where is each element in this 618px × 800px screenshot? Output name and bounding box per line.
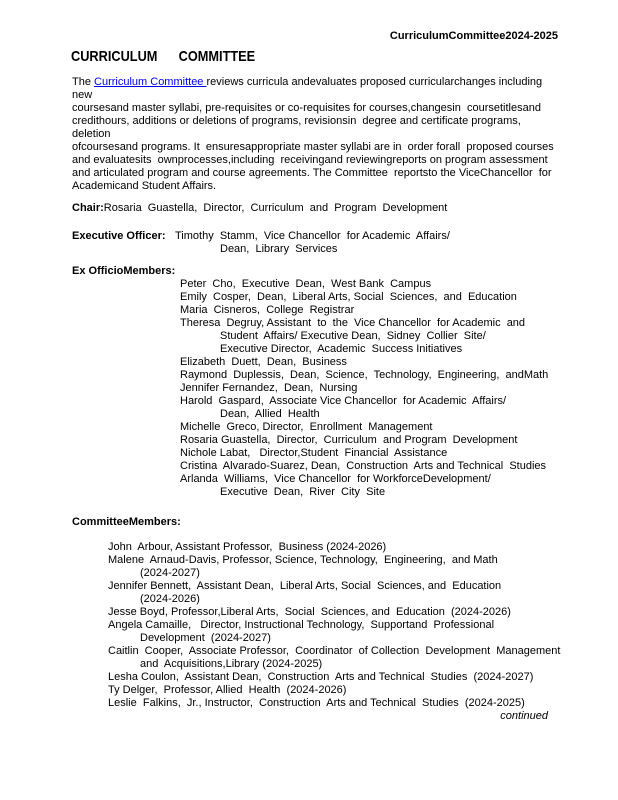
ex-officio-member-line: Emily Cosper, Dean, Liberal Arts, Social Sciences, and Education bbox=[180, 291, 517, 303]
committee-member-line: (2024-2027) bbox=[140, 567, 200, 579]
continued-note: continued bbox=[500, 710, 548, 722]
committee-member-line: Lesha Coulon, Assistant Dean, Construction Arts and Technical Studies (2024-2027) bbox=[108, 671, 534, 683]
committee-member-line: (2024-2026) bbox=[140, 593, 200, 605]
intro-line: and articulated program and course agreements. The Committee reportsto the ViceChancellor for bbox=[72, 167, 552, 179]
committee-member-line: Development (2024-2027) bbox=[140, 632, 271, 644]
committee-member-line: Ty Delger, Professor, Allied Health (2024-2026) bbox=[108, 684, 347, 696]
committee-member-line: Caitlin Cooper, Associate Professor, Coordinator of Collection Development Management bbox=[108, 645, 561, 657]
committee-member-line: John Arbour, Assistant Professor, Business (2024-2026) bbox=[108, 541, 387, 553]
ex-officio-member-line: Executive Director, Academic Success Initiatives bbox=[220, 343, 463, 355]
executive-officer-line2: Dean, Library Services bbox=[220, 243, 338, 255]
executive-officer-label: Executive Officer: bbox=[72, 230, 166, 242]
ex-officio-member-line: Student Affairs/ Executive Dean, Sidney Collier Site/ bbox=[220, 330, 486, 342]
ex-officio-member-line: Michelle Greco, Director, Enrollment Management bbox=[180, 421, 433, 433]
intro-line: coursesand master syllabi, pre-requisites or co-requisites for courses,changesin coursetitlesand bbox=[72, 102, 541, 114]
ex-officio-member-line: Arlanda Williams, Vice Chancellor for WorkforceDevelopment/ bbox=[180, 473, 491, 485]
ex-officio-member-line: Theresa Degruy, Assistant to the Vice Chancellor for Academic and bbox=[180, 317, 526, 329]
executive-officer-value bbox=[175, 230, 450, 256]
ex-officio-member-line: Maria Cisneros, College Registrar bbox=[180, 304, 355, 316]
ex-officio-member-line: Cristina Alvarado-Suarez, Dean, Construction Arts and Technical Studies bbox=[180, 460, 547, 472]
ex-officio-member-line: Elizabeth Duett, Dean, Business bbox=[180, 356, 347, 368]
intro-line: credithours, additions or deletions of programs, revisionsin degree and certificate programs, deletion bbox=[72, 115, 524, 140]
committee-member-line: Leslie Falkins, Jr., Instructor, Construction Arts and Technical Studies (2024-2025) bbox=[108, 697, 525, 709]
committee-member-line: Jennifer Bennett, Assistant Dean, Liberal Arts, Social Sciences, and Education bbox=[108, 580, 502, 592]
ex-officio-member-line: Executive Dean, River City Site bbox=[220, 486, 386, 498]
curriculum-committee-link[interactable]: Curriculum Committee bbox=[94, 76, 207, 88]
intro-paragraph bbox=[72, 76, 558, 193]
doc-reference: CurriculumCommittee2024-2025 bbox=[389, 30, 558, 42]
committee-member-line: and Acquisitions,Library (2024-2025) bbox=[140, 658, 323, 670]
committee-members-heading: CommitteeMembers: bbox=[72, 516, 181, 528]
committee-member-line: Angela Camaille, Director, Instructional Technology, Supportand Professional bbox=[108, 619, 495, 631]
intro-line1-post: reviews curricula andevaluates proposed curricularchanges including new bbox=[72, 76, 546, 101]
intro-line: ofcoursesand programs. It ensuresappropriate master syllabi are in order forall proposed courses bbox=[72, 141, 554, 153]
chair-value: Rosaria Guastella, Director, Curriculum and Program Development bbox=[103, 202, 448, 214]
ex-officio-member-line: Nichole Labat, Director,Student Financial Assistance bbox=[180, 447, 448, 459]
executive-officer-row bbox=[72, 230, 618, 256]
ex-officio-member-line: Raymond Duplessis, Dean, Science, Technology, Engineering, andMath bbox=[180, 369, 549, 381]
ex-officio-member-line: Dean, Allied Health bbox=[220, 408, 320, 420]
chair-row bbox=[72, 202, 618, 215]
intro-line bbox=[72, 76, 558, 102]
ex-officio-member-line: Peter Cho, Executive Dean, West Bank Campus bbox=[180, 278, 432, 290]
page-title: CURRICULUM COMMITTEE bbox=[71, 48, 256, 65]
ex-officio-member-line: Harold Gaspard, Associate Vice Chancellor for Academic Affairs/ bbox=[180, 395, 507, 407]
ex-officio-heading: Ex OfficioMembers: bbox=[72, 265, 176, 277]
ex-officio-list bbox=[180, 278, 618, 499]
ex-officio-member-line: Rosaria Guastella, Director, Curriculum and Program Development bbox=[180, 434, 518, 446]
executive-officer-line1: Timothy Stamm, Vice Chancellor for Academic Affairs/ bbox=[175, 230, 450, 242]
committee-members-list bbox=[108, 541, 618, 710]
committee-member-line: Malene Arnaud-Davis, Professor, Science, Technology, Engineering, and Math bbox=[108, 554, 498, 566]
ex-officio-member-line: Jennifer Fernandez, Dean, Nursing bbox=[180, 382, 358, 394]
intro-line: Academicand Student Affairs. bbox=[72, 180, 217, 192]
intro-line1-pre: The bbox=[72, 76, 95, 88]
chair-label: Chair: bbox=[72, 202, 104, 214]
committee-member-line: Jesse Boyd, Professor,Liberal Arts, Social Sciences, and Education (2024-2026) bbox=[108, 606, 511, 618]
intro-line: and evaluatesits ownprocesses,including receivingand reviewingreports on program assessment bbox=[72, 154, 548, 166]
